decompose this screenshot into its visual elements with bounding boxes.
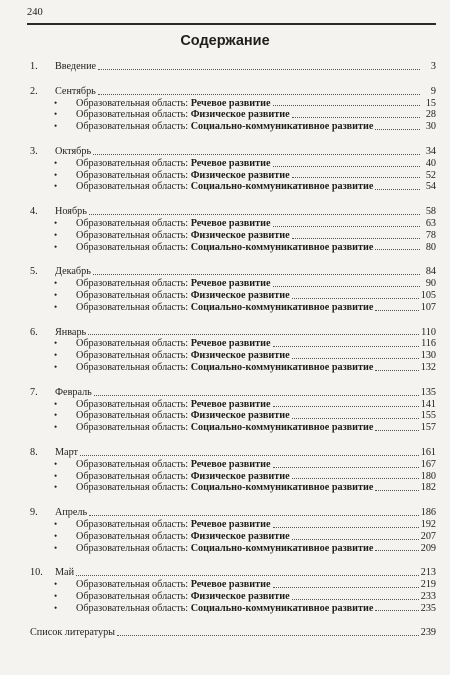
dot-leader xyxy=(89,515,419,516)
toc-subentry[interactable] xyxy=(30,290,436,302)
area-name: Физическое развитие xyxy=(190,470,290,482)
page-number: 240 xyxy=(27,7,43,18)
area-prefix: Образовательная область: xyxy=(76,241,189,253)
toc-subentry[interactable] xyxy=(30,471,436,483)
toc-subentry-label xyxy=(76,338,271,350)
toc-entry-page: 34 xyxy=(425,145,436,157)
area-name: Социально-коммуникативное развитие xyxy=(190,301,374,313)
toc-subentry-page: 107 xyxy=(420,301,436,313)
toc-subentry[interactable] xyxy=(30,543,436,555)
area-name: Речевое развитие xyxy=(190,97,271,109)
area-prefix: Образовательная область: xyxy=(76,229,189,241)
dot-leader xyxy=(292,117,420,118)
toc-entry-number: 5. xyxy=(30,266,38,278)
dot-leader xyxy=(94,395,419,396)
dot-leader xyxy=(375,550,418,551)
toc-section xyxy=(30,447,436,494)
bullet-icon: • xyxy=(54,518,58,529)
toc-subentry-page: 207 xyxy=(420,530,436,542)
toc-subentry-page: 233 xyxy=(420,590,436,602)
toc-entry-label: Январь xyxy=(55,326,87,338)
area-prefix: Образовательная область: xyxy=(76,121,189,133)
toc-section xyxy=(30,567,436,614)
toc-subentry-label xyxy=(76,519,271,531)
bullet-icon: • xyxy=(54,109,58,120)
area-prefix: Образовательная область: xyxy=(76,301,189,313)
toc-entry-number: 2. xyxy=(30,85,38,97)
area-name: Речевое развитие xyxy=(190,518,271,530)
dot-leader xyxy=(273,346,420,347)
bullet-icon: • xyxy=(54,482,58,493)
area-name: Социально-коммуникативное развитие xyxy=(190,361,374,373)
area-name: Социально-коммуникативное развитие xyxy=(190,542,374,554)
dot-leader xyxy=(292,478,419,479)
dot-leader xyxy=(292,298,419,299)
toc-entry-page: 186 xyxy=(420,507,436,519)
toc-entry-page: 239 xyxy=(420,627,436,639)
toc-section xyxy=(30,61,436,73)
table-of-contents xyxy=(30,61,436,639)
toc-subentry-label xyxy=(76,399,271,411)
bullet-icon: • xyxy=(54,350,58,361)
dot-leader xyxy=(273,527,419,528)
toc-subentry-label xyxy=(76,422,373,434)
toc-entry-number: 1. xyxy=(30,61,38,72)
bullet-icon: • xyxy=(54,278,58,289)
toc-entry-number: 8. xyxy=(30,446,38,458)
toc-entry-bibliography[interactable] xyxy=(30,627,436,639)
toc-section xyxy=(30,507,436,554)
toc-entry-label: Октябрь xyxy=(55,145,92,157)
toc-subentry[interactable] xyxy=(30,531,436,543)
area-name: Речевое развитие xyxy=(190,278,271,290)
toc-entry[interactable] xyxy=(30,567,436,579)
toc-subentry-page: 52 xyxy=(425,169,436,181)
toc-entry-number: 10. xyxy=(30,567,43,579)
toc-subentry-page: 28 xyxy=(425,109,436,121)
area-prefix: Образовательная область: xyxy=(76,482,189,494)
dot-leader xyxy=(98,94,420,95)
area-prefix: Образовательная область: xyxy=(76,169,189,181)
toc-entry-page: 161 xyxy=(420,446,436,458)
header-rule xyxy=(27,23,436,25)
toc-section xyxy=(30,327,436,374)
toc-subentry-page: 157 xyxy=(420,422,436,434)
area-name: Социально-коммуникативное развитие xyxy=(190,241,374,253)
area-prefix: Образовательная область: xyxy=(76,97,189,109)
toc-subentry[interactable] xyxy=(30,603,436,615)
toc-subentry[interactable] xyxy=(30,158,436,170)
toc-subentry[interactable] xyxy=(30,422,436,434)
toc-entry-label: Декабрь xyxy=(55,266,91,278)
toc-subentry-page: 63 xyxy=(425,217,436,229)
bullet-icon: • xyxy=(54,602,58,613)
area-prefix: Образовательная область: xyxy=(76,518,189,530)
toc-subentry[interactable] xyxy=(30,181,436,193)
area-prefix: Образовательная область: xyxy=(76,217,189,229)
bullet-icon: • xyxy=(54,398,58,409)
toc-subentry[interactable] xyxy=(30,98,436,110)
dot-leader xyxy=(76,575,419,576)
area-prefix: Образовательная область: xyxy=(76,579,189,591)
bullet-icon: • xyxy=(54,229,58,240)
toc-sections xyxy=(30,61,436,614)
area-name: Физическое развитие xyxy=(190,410,290,422)
toc-entry-label: Введение xyxy=(55,61,97,72)
bullet-icon: • xyxy=(54,579,58,590)
toc-subentry[interactable] xyxy=(30,362,436,374)
dot-leader xyxy=(375,490,418,491)
toc-entry[interactable] xyxy=(30,266,436,278)
toc-subentry-label xyxy=(76,290,290,302)
toc-subentry[interactable] xyxy=(30,230,436,242)
toc-entry-label: Февраль xyxy=(55,386,92,398)
toc-subentry-page: 78 xyxy=(425,229,436,241)
dot-leader xyxy=(375,610,418,611)
area-name: Социально-коммуникативное развитие xyxy=(190,602,374,614)
toc-subentry-page: 182 xyxy=(420,482,436,494)
dot-leader xyxy=(88,334,419,335)
toc-subentry-page: 219 xyxy=(420,579,436,591)
toc-subentry-label xyxy=(76,302,373,314)
dot-leader xyxy=(273,105,420,106)
toc-subentry[interactable] xyxy=(30,302,436,314)
dot-leader xyxy=(375,189,420,190)
area-prefix: Образовательная область: xyxy=(76,470,189,482)
toc-subentry-page: 54 xyxy=(425,181,436,193)
toc-subentry-page: 105 xyxy=(420,289,436,301)
dot-leader xyxy=(273,286,420,287)
toc-entry-number: 4. xyxy=(30,206,38,218)
area-name: Речевое развитие xyxy=(190,398,271,410)
area-name: Физическое развитие xyxy=(190,350,290,362)
toc-subentry-label xyxy=(76,459,271,471)
area-name: Физическое развитие xyxy=(190,109,290,121)
toc-entry-page: 110 xyxy=(421,326,436,338)
area-name: Физическое развитие xyxy=(190,530,290,542)
toc-subentry[interactable] xyxy=(30,399,436,411)
dot-leader xyxy=(98,69,420,70)
area-name: Социально-коммуникативное развитие xyxy=(190,181,374,193)
dot-leader xyxy=(273,166,420,167)
toc-section xyxy=(30,86,436,133)
bullet-icon: • xyxy=(54,157,58,168)
toc-subentry-page: 80 xyxy=(425,241,436,253)
toc-entry-label: Сентябрь xyxy=(55,85,96,97)
toc-subentry-page: 116 xyxy=(421,338,436,350)
dot-leader xyxy=(93,274,420,275)
toc-subentry[interactable] xyxy=(30,459,436,471)
area-prefix: Образовательная область: xyxy=(76,157,189,169)
toc-subentry-label xyxy=(76,158,271,170)
dot-leader xyxy=(292,418,419,419)
bullet-icon: • xyxy=(54,458,58,469)
toc-section xyxy=(30,146,436,193)
toc-entry-page: 3 xyxy=(430,61,436,72)
dot-leader xyxy=(292,599,419,600)
toc-entry[interactable] xyxy=(30,86,436,98)
area-name: Социально-коммуникативное развитие xyxy=(190,121,374,133)
toc-subentry-label xyxy=(76,471,290,483)
toc-section xyxy=(30,266,436,313)
toc-subentry-page: 209 xyxy=(420,542,436,554)
toc-subentry-page: 167 xyxy=(420,458,436,470)
area-prefix: Образовательная область: xyxy=(76,530,189,542)
toc-subentry-label xyxy=(76,278,271,290)
toc-subentry-label xyxy=(76,121,373,133)
toc-subentry-label xyxy=(76,98,271,110)
bullet-icon: • xyxy=(54,590,58,601)
page-title: Содержание xyxy=(180,33,270,49)
area-name: Физическое развитие xyxy=(190,169,290,181)
toc-subentry-label xyxy=(76,591,290,603)
dot-leader xyxy=(273,226,420,227)
area-name: Речевое развитие xyxy=(190,157,271,169)
bullet-icon: • xyxy=(54,97,58,108)
toc-subentry-page: 141 xyxy=(420,398,436,410)
dot-leader xyxy=(93,154,420,155)
dot-leader xyxy=(292,358,419,359)
toc-subentry-page: 155 xyxy=(420,410,436,422)
bullet-icon: • xyxy=(54,241,58,252)
dot-leader xyxy=(273,467,419,468)
toc-entry[interactable] xyxy=(30,146,436,158)
toc-section xyxy=(30,206,436,253)
dot-leader xyxy=(375,129,420,130)
toc-subentry-label xyxy=(76,482,373,494)
dot-leader xyxy=(273,587,419,588)
toc-subentry-page: 192 xyxy=(420,518,436,530)
area-prefix: Образовательная область: xyxy=(76,542,189,554)
toc-entry-number: 3. xyxy=(30,145,38,157)
area-prefix: Образовательная область: xyxy=(76,350,189,362)
area-name: Социально-коммуникативное развитие xyxy=(190,422,374,434)
bullet-icon: • xyxy=(54,301,58,312)
bullet-icon: • xyxy=(54,217,58,228)
toc-subentry[interactable] xyxy=(30,410,436,422)
area-prefix: Образовательная область: xyxy=(76,361,189,373)
toc-subentry-label xyxy=(76,181,373,193)
area-prefix: Образовательная область: xyxy=(76,109,189,121)
area-prefix: Образовательная область: xyxy=(76,410,189,422)
toc-entry[interactable] xyxy=(30,387,436,399)
toc-subentry-label xyxy=(76,242,373,254)
toc-entry-page: 58 xyxy=(425,206,436,218)
toc-section xyxy=(30,387,436,434)
toc-subentry[interactable] xyxy=(30,121,436,133)
toc-entry-label: Ноябрь xyxy=(55,206,87,218)
area-name: Речевое развитие xyxy=(190,338,271,350)
toc-entry-number: 6. xyxy=(30,326,38,338)
bullet-icon: • xyxy=(54,410,58,421)
dot-leader xyxy=(375,310,418,311)
toc-entry-number: 7. xyxy=(30,386,38,398)
bullet-icon: • xyxy=(54,530,58,541)
toc-subentry-page: 30 xyxy=(425,121,436,133)
bullet-icon: • xyxy=(54,338,58,349)
toc-subentry-label xyxy=(76,362,373,374)
bullet-icon: • xyxy=(54,169,58,180)
bullet-icon: • xyxy=(54,289,58,300)
toc-entry-page: 84 xyxy=(425,266,436,278)
toc-subentry-page: 180 xyxy=(420,470,436,482)
toc-entry-page: 213 xyxy=(420,567,436,579)
toc-entry[interactable] xyxy=(30,507,436,519)
toc-subentry-label xyxy=(76,531,290,543)
toc-entry-label: Март xyxy=(55,446,78,458)
dot-leader xyxy=(375,370,418,371)
area-name: Физическое развитие xyxy=(190,590,290,602)
dot-leader xyxy=(375,430,418,431)
toc-entry[interactable] xyxy=(30,327,436,339)
area-prefix: Образовательная область: xyxy=(76,181,189,193)
dot-leader xyxy=(375,249,420,250)
toc-entry[interactable] xyxy=(30,206,436,218)
toc-subentry-page: 130 xyxy=(420,350,436,362)
area-name: Речевое развитие xyxy=(190,579,271,591)
area-name: Физическое развитие xyxy=(190,229,290,241)
area-prefix: Образовательная область: xyxy=(76,278,189,290)
area-prefix: Образовательная область: xyxy=(76,602,189,614)
toc-subentry-label xyxy=(76,543,373,555)
toc-entry-label: Апрель xyxy=(55,507,88,519)
toc-subentry-label xyxy=(76,603,373,615)
toc-entry-page: 135 xyxy=(420,386,436,398)
toc-subentry-label xyxy=(76,170,290,182)
dot-leader xyxy=(89,214,420,215)
toc-entry-page: 9 xyxy=(430,85,436,97)
bullet-icon: • xyxy=(54,121,58,132)
area-name: Физическое развитие xyxy=(190,289,290,301)
toc-subentry[interactable] xyxy=(30,519,436,531)
toc-subentry-label xyxy=(76,579,271,591)
dot-leader xyxy=(292,539,419,540)
toc-subentry-label xyxy=(76,109,290,121)
toc-subentry-page: 132 xyxy=(420,361,436,373)
toc-subentry-page: 90 xyxy=(425,278,436,290)
toc-subentry-label xyxy=(76,230,290,242)
toc-subentry[interactable] xyxy=(30,591,436,603)
dot-leader xyxy=(117,635,419,636)
toc-entry-number: 9. xyxy=(30,507,38,519)
dot-leader xyxy=(292,238,420,239)
area-name: Речевое развитие xyxy=(190,217,271,229)
dot-leader xyxy=(273,406,419,407)
toc-subentry-label xyxy=(76,218,271,230)
toc-entry[interactable] xyxy=(30,61,436,73)
toc-subentry-label xyxy=(76,410,290,422)
bullet-icon: • xyxy=(54,361,58,372)
area-prefix: Образовательная область: xyxy=(76,338,189,350)
toc-subentry[interactable] xyxy=(30,579,436,591)
bullet-icon: • xyxy=(54,542,58,553)
area-prefix: Образовательная область: xyxy=(76,458,189,470)
bullet-icon: • xyxy=(54,470,58,481)
toc-subentry[interactable] xyxy=(30,109,436,121)
toc-subentry[interactable] xyxy=(30,338,436,350)
toc-subentry[interactable] xyxy=(30,218,436,230)
area-prefix: Образовательная область: xyxy=(76,398,189,410)
toc-entry[interactable] xyxy=(30,447,436,459)
toc-subentry[interactable] xyxy=(30,482,436,494)
dot-leader xyxy=(292,177,420,178)
area-prefix: Образовательная область: xyxy=(76,422,189,434)
toc-subentry[interactable] xyxy=(30,350,436,362)
toc-subentry-label xyxy=(76,350,290,362)
bullet-icon: • xyxy=(54,181,58,192)
toc-subentry-page: 235 xyxy=(420,602,436,614)
dot-leader xyxy=(80,455,419,456)
toc-subentry[interactable] xyxy=(30,170,436,182)
toc-subentry[interactable] xyxy=(30,278,436,290)
toc-subentry[interactable] xyxy=(30,242,436,254)
area-prefix: Образовательная область: xyxy=(76,289,189,301)
area-prefix: Образовательная область: xyxy=(76,590,189,602)
toc-entry-label: Май xyxy=(55,567,75,579)
area-name: Социально-коммуникативное развитие xyxy=(190,482,374,494)
bullet-icon: • xyxy=(54,422,58,433)
toc-entry-label: Список литературы xyxy=(30,627,116,639)
toc-subentry-page: 15 xyxy=(425,97,436,109)
toc-subentry-page: 40 xyxy=(425,157,436,169)
area-name: Речевое развитие xyxy=(190,458,271,470)
